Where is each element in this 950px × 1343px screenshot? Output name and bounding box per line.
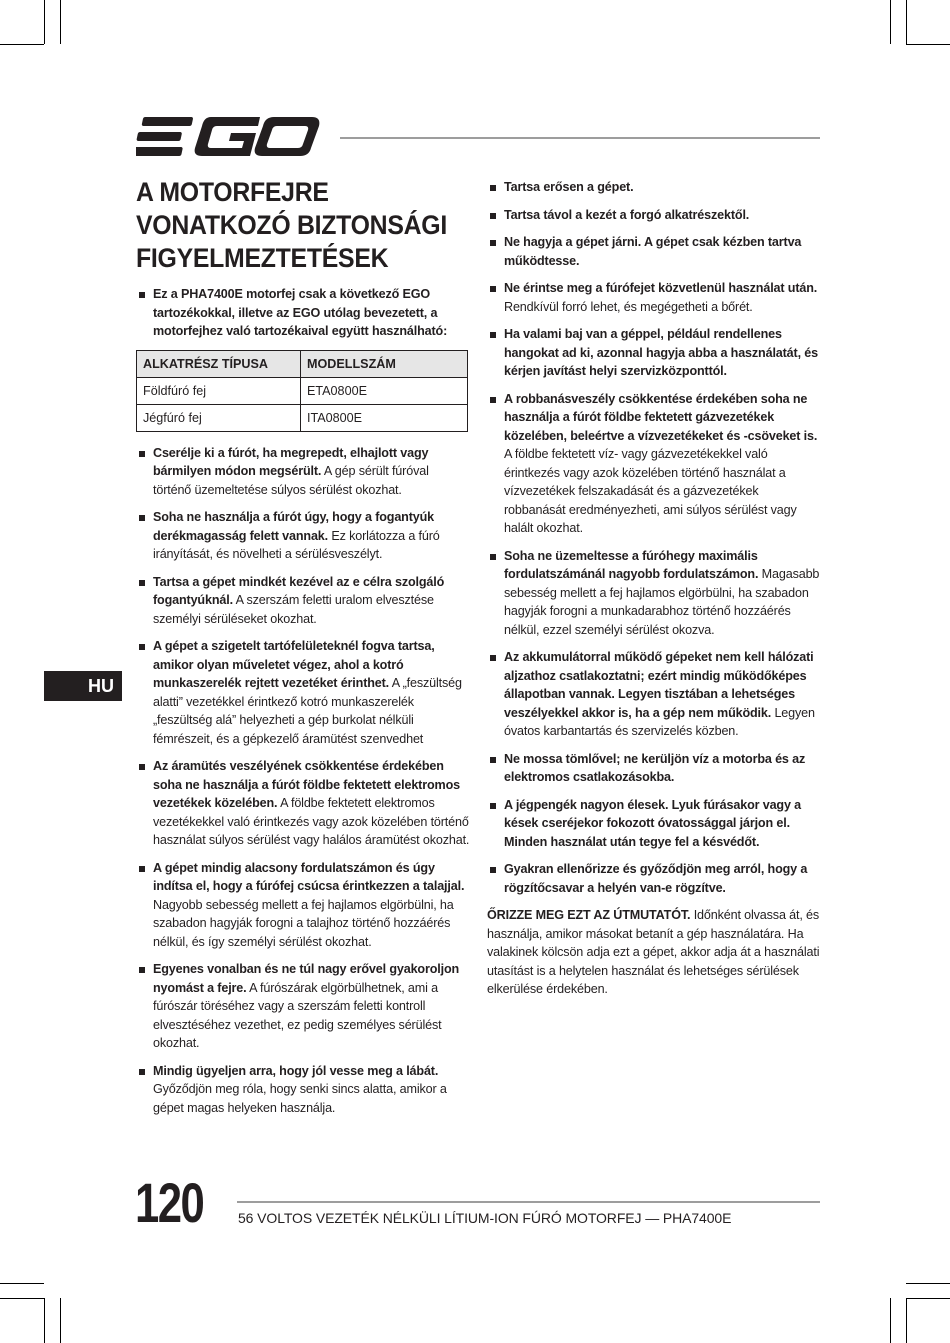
list-item: [487, 325, 820, 381]
warning-bold: A jégpengék nagyon élesek. Lyuk fúrásakor vagy a kések cseréjekor fokozott óvatossággal járjon el. Minden használat után tegye fel a késvédőt.: [504, 797, 802, 849]
page-number: 120: [135, 1171, 204, 1234]
crop-mark: [906, 44, 950, 45]
warning-text: Magasabb sebesség mellett a fej hajlamos elgörbülni, ha szabadon hagyják forogni a munkadarabhoz történő hozzáérés nélkül, ezzel személyi sérülést okozva.: [504, 567, 820, 637]
table-cell: Jégfúró fej: [137, 404, 301, 431]
closing-bold: ŐRIZZE MEG EZT AZ ÚTMUTATÓT.: [487, 908, 691, 922]
warning-text: A földbe fektetett elektromos vezetékekkel való érintkezés vagy azok közelében történő használat súlyos sérülést vagy halálos áramütést okozhat.: [153, 796, 470, 847]
warning-text: A fúrószárak elgörbülhetnek, ami a fúrószár töréséhez vagy a szerszám feletti kontroll elvesztéséhez vezethet, ez pedig személyes sérülést okozhat.: [153, 980, 442, 1050]
table-cell: ETA0800E: [301, 377, 468, 404]
crop-mark: [0, 1298, 44, 1299]
warning-text: Győződjön meg róla, hogy senki sincs alatta, amikor a gépet magas helyeken használja.: [153, 1082, 447, 1115]
warning-bold: Tartsa távol a kezét a forgó alkatrészektől.: [504, 207, 750, 222]
warning-text: Nagyobb sebesség mellett a fej hajlamos elgörbülni, ha szabadon hagyják forogni a talajhoz történő hozzáérés nélkül, és így személyi sérülést okozhat.: [153, 897, 454, 949]
table-header: ALKATRÉSZ TÍPUSA: [137, 350, 301, 377]
list-item: [136, 508, 470, 564]
intro-list: [136, 285, 470, 341]
language-tab: HU: [44, 671, 122, 701]
crop-mark: [60, 1298, 61, 1343]
warning-bold: Egyenes vonalban és ne túl nagy erővel gyakoroljon nyomást a fejre.: [153, 962, 460, 995]
page-title: A MOTORFEJRE VONATKOZÓ BIZTONSÁGI FIGYELMEZTETÉSEK: [136, 177, 447, 273]
table-row: [137, 377, 468, 404]
table-cell: ITA0800E: [301, 404, 468, 431]
list-item: [136, 757, 470, 850]
list-item: [487, 206, 820, 225]
list-item: [136, 960, 470, 1053]
list-item: [136, 859, 470, 952]
warning-bold: Soha ne használja a fúrót úgy, hogy a fogantyúk derékmagasság felett vannak.: [153, 510, 435, 543]
crop-mark: [890, 0, 891, 44]
table-cell: Földfúró fej: [137, 377, 301, 404]
warning-bold: Gyakran ellenőrizze és győződjön meg arról, hogy a rögzítőcsavar a helyén van-e rögzítve.: [504, 862, 808, 895]
warning-bold: Ne érintse meg a fúrófejet közvetlenül használat után.: [504, 281, 818, 295]
header-rule: [340, 137, 820, 139]
crop-mark: [0, 1283, 44, 1284]
warning-text: A gép sérült fúróval történő üzemeltetése súlyos sérülést okozhat.: [153, 464, 429, 497]
table-header: MODELLSZÁM: [301, 350, 468, 377]
warning-bold: Tartsa erősen a gépet.: [504, 180, 634, 194]
warning-bold: Tartsa a gépet mindkét kezével az e célra szolgáló fogantyúknál.: [153, 574, 445, 607]
list-item: [136, 573, 470, 629]
list-item: [487, 547, 820, 640]
warning-bold: A gépet mindig alacsony fordulatszámon és úgy indítsa el, hogy a fúrófej csúcsa érintkezzen a talajjal.: [153, 860, 465, 893]
footer-rule: [237, 1201, 820, 1203]
intro-text: Ez a PHA7400E motorfej csak a következő EGO tartozékokkal, illetve az EGO utólag bevezetett, a motorfejhez való tartozékaival együtt használható:: [153, 287, 448, 338]
crop-mark: [890, 1298, 891, 1343]
warning-bold: Cserélje ki a fúrót, ha megrepedt, elhajlott vagy bármilyen módon megsérült.: [153, 445, 429, 478]
warning-text: A földbe fektetett víz- vagy gázvezetékekkel való érintkezés vagy azok közelében történő használat a vízvezetékek felszakadását és a gázvezetékek robbanását eredményezheti, ami súlyos sérülést vagy halált okozhat.: [504, 447, 797, 535]
warning-bold: Soha ne üzemeltesse a fúróhegy maximális fordulatszámánál nagyobb fordulatszámon.: [504, 548, 759, 581]
warning-text: Rendkívül forró lehet, és megégetheti a bőrét.: [504, 299, 753, 314]
crop-mark: [906, 0, 907, 44]
list-item: [487, 279, 820, 316]
ego-logo: [136, 114, 322, 160]
right-column: [487, 178, 820, 999]
list-item: [136, 285, 470, 341]
right-warning-list: [487, 178, 820, 897]
crop-mark: [906, 1283, 950, 1284]
warning-bold: Ha valami baj van a géppel, például rendellenes hangokat ad ki, azonnal hagyja abba a használatát, és kérjen javítást helyi szervizközponttól.: [504, 327, 818, 378]
list-item: [487, 860, 820, 897]
footer-title: 56 VOLTOS VEZETÉK NÉLKÜLI LÍTIUM-ION FÚRÓ MOTORFEJ — PHA7400E: [238, 1210, 732, 1226]
warning-bold: Mindig ügyeljen arra, hogy jól vesse meg a lábát.: [153, 1063, 439, 1078]
closing-text: Időnként olvassa át, és használja, amikor másokat betanít a gép használatára. Ha valakinek kölcsön adja ezt a gépet, akkor adja át a használati utasítást is a helytelen használat és lehetséges sérülések elkerülése érdekében.: [487, 908, 820, 996]
table-header-row: [137, 350, 468, 377]
warning-text: A „feszültség alatti” vezetékkel érintkező kotró munkaszerelék „feszültség alá” helyezheti a gép burkolat nélküli fémrészeit, és a gépkezelő áramütést szenvedhet: [153, 676, 462, 746]
warning-bold: Az áramütés veszélyének csökkentése érdekében soha ne használja a fúrót földbe fektetett elektromos vezetékek közelében.: [153, 759, 460, 810]
crop-mark: [0, 44, 44, 45]
warning-text: Legyen óvatos karbantartás és szervizelés közben.: [504, 705, 815, 738]
list-item: [487, 796, 820, 852]
warning-bold: Az akkumulátorral működő gépeket nem kell hálózati aljzathoz csatlakoztatni; ezért mindig működőképes állapotban vannak. Legyen tisztában a lehetséges veszélyekkel akkor is, ha a gép nem működik.: [504, 650, 814, 720]
warning-bold: A gépet a szigetelt tartófelületeknél fogva tartsa, amikor olyan műveletet végez, ahol a kotró munkaszerelék rejtett vezetéket érinthet.: [153, 639, 435, 690]
left-warning-list: [136, 444, 470, 1118]
crop-mark: [60, 0, 61, 44]
warning-text: A szerszám feletti uralom elvesztése személyi sérüléseket okozhat.: [153, 593, 434, 626]
parts-table: [136, 350, 468, 432]
list-item: [487, 178, 820, 197]
list-item: [136, 1062, 470, 1118]
list-item: [136, 444, 470, 500]
crop-mark: [44, 1298, 45, 1343]
crop-mark: [44, 0, 45, 44]
list-item: [487, 233, 820, 270]
list-item: [487, 390, 820, 538]
warning-bold: Ne mossa tömlővel; ne kerüljön víz a motorba és az elektromos csatlakozásokba.: [504, 751, 806, 784]
list-item: [136, 637, 470, 748]
closing-paragraph: [487, 906, 820, 999]
crop-mark: [906, 1298, 950, 1299]
crop-mark: [906, 1298, 907, 1343]
left-column: [136, 176, 470, 1126]
list-item: [487, 648, 820, 741]
warning-text: Ez korlátozza a fúró irányítását, és növelheti a sérülésveszélyt.: [153, 528, 440, 561]
list-item: [487, 750, 820, 787]
warning-bold: A robbanásveszély csökkentése érdekében soha ne használja a fúrót földbe fektetett gázvezetékek közelében, beleértve a vízvezetékeket és -csöveket is.: [504, 391, 818, 443]
table-row: [137, 404, 468, 431]
warning-bold: Ne hagyja a gépet járni. A gépet csak kézben tartva működtesse.: [504, 235, 802, 268]
